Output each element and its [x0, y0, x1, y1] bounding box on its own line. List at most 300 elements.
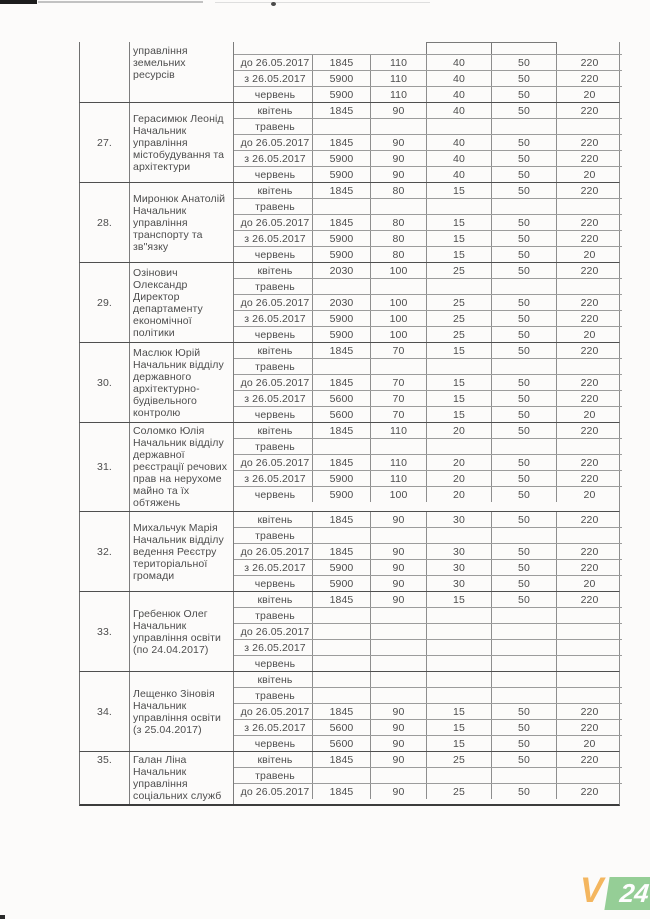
value-cell: 20 [556, 87, 622, 102]
value-cell [312, 439, 370, 454]
value-cell: 220 [556, 592, 622, 607]
value-cell: 5900 [312, 151, 370, 166]
scan-edge-line [38, 1, 203, 3]
value-cell: 100 [370, 295, 426, 310]
period-cell: з 26.05.2017 [244, 721, 306, 734]
value-cell: 90 [370, 560, 426, 575]
period-row [234, 374, 622, 390]
scan-smudge-bottom-left [0, 915, 5, 919]
value-cell: 90 [370, 592, 426, 607]
value-cell [556, 359, 622, 374]
period-row [234, 310, 622, 326]
value-cell [556, 439, 622, 454]
value-cell: 2030 [312, 295, 370, 310]
scan-dot [271, 2, 276, 6]
value-cell [312, 688, 370, 703]
period-cell: травень [255, 689, 295, 702]
row-number: 28. [80, 183, 130, 262]
stub-cell [556, 42, 622, 54]
value-cell: 220 [556, 311, 622, 326]
period-row [234, 103, 622, 118]
period-cell: до 26.05.2017 [240, 705, 310, 718]
period-cell: з 26.05.2017 [244, 232, 306, 245]
period-cell: травень [255, 529, 295, 542]
value-cell: 30 [426, 544, 491, 559]
period-cell: червень [254, 657, 296, 670]
value-cell [491, 672, 556, 687]
v24-watermark-logo [560, 871, 650, 914]
value-cell [491, 279, 556, 294]
value-cell: 110 [370, 455, 426, 470]
period-cell: з 26.05.2017 [244, 392, 306, 405]
value-cell [426, 656, 491, 671]
value-cell: 220 [556, 343, 622, 358]
value-cell: 20 [556, 736, 622, 751]
period-rows [234, 263, 622, 342]
logo-letter-v: V [580, 871, 604, 910]
value-cell: 5900 [312, 71, 370, 86]
value-cell [556, 279, 622, 294]
value-cell: 90 [370, 704, 426, 719]
period-row [234, 470, 622, 486]
value-cell: 5600 [312, 736, 370, 751]
value-cell: 70 [370, 343, 426, 358]
value-cell: 15 [426, 592, 491, 607]
value-cell: 110 [370, 55, 426, 70]
value-cell: 20 [556, 407, 622, 422]
value-cell: 5900 [312, 560, 370, 575]
value-cell [426, 279, 491, 294]
period-row [234, 512, 622, 527]
value-cell [370, 119, 426, 134]
value-cell: 5900 [312, 247, 370, 262]
value-cell [370, 439, 426, 454]
official-name-position: Галан Ліна Начальник управління соціальних служб [130, 752, 234, 804]
period-row [234, 198, 622, 214]
value-cell [426, 119, 491, 134]
value-cell [312, 608, 370, 623]
value-cell: 220 [556, 103, 622, 118]
value-cell [370, 640, 426, 655]
value-cell: 40 [426, 103, 491, 118]
value-cell: 220 [556, 375, 622, 390]
period-cell: червень [254, 328, 296, 341]
value-cell: 90 [370, 720, 426, 735]
period-rows [234, 512, 622, 591]
value-cell: 220 [556, 423, 622, 438]
value-cell: 50 [491, 752, 556, 767]
value-cell: 20 [426, 487, 491, 502]
value-cell: 90 [370, 784, 426, 799]
value-cell: 50 [491, 487, 556, 502]
value-cell [426, 768, 491, 783]
value-cell [312, 528, 370, 543]
value-cell: 15 [426, 231, 491, 246]
period-row [234, 607, 622, 623]
value-cell [556, 768, 622, 783]
value-cell: 40 [426, 151, 491, 166]
period-cell: до 26.05.2017 [240, 56, 310, 69]
value-cell [370, 656, 426, 671]
row-number: 32. [80, 512, 130, 591]
period-cell: до 26.05.2017 [240, 296, 310, 309]
period-rows [234, 423, 622, 511]
row-number: 35. [80, 752, 130, 804]
value-cell: 50 [491, 471, 556, 486]
value-cell: 15 [426, 247, 491, 262]
value-cell [370, 688, 426, 703]
period-cell: травень [255, 280, 295, 293]
person-block [79, 343, 620, 423]
value-cell: 90 [370, 103, 426, 118]
period-row [234, 559, 622, 575]
period-cell: червень [254, 737, 296, 750]
value-cell: 1845 [312, 183, 370, 198]
official-name-position: Миронюк Анатолій Начальник управління транспорту та зв"язку [130, 183, 234, 262]
value-cell: 50 [491, 784, 556, 799]
value-cell: 40 [426, 135, 491, 150]
period-rows [234, 343, 622, 422]
value-cell: 110 [370, 87, 426, 102]
value-cell [556, 672, 622, 687]
value-cell [370, 608, 426, 623]
value-cell: 50 [491, 151, 556, 166]
value-cell [370, 528, 426, 543]
value-cell: 110 [370, 71, 426, 86]
value-cell: 220 [556, 231, 622, 246]
period-cell: травень [255, 609, 295, 622]
value-cell: 40 [426, 71, 491, 86]
period-cell: червень [254, 488, 296, 501]
value-cell: 20 [556, 487, 622, 502]
value-cell [556, 688, 622, 703]
value-cell: 15 [426, 704, 491, 719]
logo-green-box [604, 877, 650, 910]
value-cell [491, 688, 556, 703]
stub-cell [312, 42, 370, 54]
period-row [234, 294, 622, 310]
value-cell [556, 119, 622, 134]
value-cell: 50 [491, 455, 556, 470]
value-cell: 2030 [312, 263, 370, 278]
period-cell: з 26.05.2017 [244, 152, 306, 165]
value-cell: 5600 [312, 720, 370, 735]
period-row [234, 623, 622, 639]
value-cell: 15 [426, 343, 491, 358]
value-cell: 220 [556, 295, 622, 310]
value-cell [491, 608, 556, 623]
stub-cell [426, 42, 491, 54]
official-name-position: Маслюк Юрій Начальник відділу державного архітектурно-будівельного контролю [130, 343, 234, 422]
value-cell: 40 [426, 167, 491, 182]
value-cell: 80 [370, 247, 426, 262]
value-cell: 220 [556, 391, 622, 406]
value-cell: 5900 [312, 167, 370, 182]
value-cell: 50 [491, 327, 556, 342]
person-block [79, 263, 620, 343]
value-cell: 90 [370, 736, 426, 751]
period-row [234, 767, 622, 783]
period-row [234, 752, 622, 767]
value-cell: 5600 [312, 407, 370, 422]
period-rows [234, 592, 622, 671]
value-cell: 1845 [312, 423, 370, 438]
period-row [234, 70, 622, 86]
period-cell: до 26.05.2017 [240, 136, 310, 149]
value-cell [426, 688, 491, 703]
value-cell: 25 [426, 311, 491, 326]
value-cell: 220 [556, 752, 622, 767]
value-cell: 1845 [312, 704, 370, 719]
value-cell: 1845 [312, 375, 370, 390]
period-cell: до 26.05.2017 [240, 625, 310, 638]
person-block [79, 512, 620, 592]
logo-number-24: 24 [617, 878, 650, 908]
value-cell: 70 [370, 391, 426, 406]
period-cell: квітень [257, 753, 293, 766]
value-cell [312, 119, 370, 134]
period-cell: до 26.05.2017 [240, 216, 310, 229]
official-name-position: Лещенко Зіновія Начальник управління освіти (з 25.04.2017) [130, 672, 234, 751]
period-cell: червень [254, 168, 296, 181]
value-cell: 50 [491, 311, 556, 326]
row-number: 29. [80, 263, 130, 342]
value-cell [370, 672, 426, 687]
value-cell: 90 [370, 151, 426, 166]
value-cell: 50 [491, 720, 556, 735]
period-row [234, 454, 622, 470]
row-number: 30. [80, 343, 130, 422]
value-cell: 50 [491, 167, 556, 182]
value-cell [312, 359, 370, 374]
value-cell: 50 [491, 704, 556, 719]
period-row [234, 343, 622, 358]
value-cell [491, 768, 556, 783]
value-cell: 30 [426, 560, 491, 575]
value-cell [491, 656, 556, 671]
row-number: 27. [80, 103, 130, 182]
value-cell: 80 [370, 215, 426, 230]
value-cell [426, 199, 491, 214]
value-cell: 1845 [312, 752, 370, 767]
value-cell [426, 672, 491, 687]
value-cell [370, 359, 426, 374]
period-row [234, 719, 622, 735]
value-cell: 50 [491, 183, 556, 198]
value-cell: 20 [556, 327, 622, 342]
value-cell: 15 [426, 736, 491, 751]
value-cell: 50 [491, 544, 556, 559]
period-row [234, 406, 622, 422]
official-name-position: Михальчук Марія Начальник відділу ведення Реєстру територіальної громади [130, 512, 234, 591]
value-cell: 1845 [312, 215, 370, 230]
value-cell: 1845 [312, 103, 370, 118]
period-row [234, 575, 622, 591]
value-cell: 25 [426, 327, 491, 342]
value-cell: 50 [491, 592, 556, 607]
value-cell: 1845 [312, 455, 370, 470]
person-block [79, 592, 620, 672]
period-row [234, 390, 622, 406]
period-cell: квітень [257, 593, 293, 606]
period-cell: червень [254, 248, 296, 261]
period-row [234, 527, 622, 543]
period-row [234, 326, 622, 342]
period-cell: з 26.05.2017 [244, 641, 306, 654]
person-block [79, 423, 620, 512]
value-cell: 5900 [312, 87, 370, 102]
period-row [234, 358, 622, 374]
value-cell: 50 [491, 375, 556, 390]
period-row [234, 423, 622, 438]
value-cell: 15 [426, 391, 491, 406]
value-cell: 220 [556, 560, 622, 575]
value-cell: 5900 [312, 471, 370, 486]
period-rows [234, 183, 622, 262]
value-cell: 1845 [312, 55, 370, 70]
value-cell: 90 [370, 167, 426, 182]
value-cell: 5900 [312, 231, 370, 246]
value-cell: 220 [556, 135, 622, 150]
value-cell: 1845 [312, 592, 370, 607]
value-cell: 5900 [312, 487, 370, 502]
value-cell: 80 [370, 183, 426, 198]
value-cell: 20 [556, 247, 622, 262]
period-cell: до 26.05.2017 [240, 456, 310, 469]
value-cell: 70 [370, 407, 426, 422]
value-cell: 50 [491, 407, 556, 422]
period-cell: червень [254, 408, 296, 421]
value-cell: 220 [556, 71, 622, 86]
value-cell [491, 624, 556, 639]
period-row [234, 278, 622, 294]
period-row [234, 703, 622, 719]
official-name-position: Герасимюк Леонід Начальник управління містобудування та архітектури [130, 103, 234, 182]
period-cell: до 26.05.2017 [240, 545, 310, 558]
period-cell: квітень [257, 513, 293, 526]
period-cell: квітень [257, 424, 293, 437]
value-cell [426, 608, 491, 623]
period-rows [234, 103, 622, 182]
person-block [79, 752, 620, 806]
value-cell [312, 672, 370, 687]
value-cell: 20 [556, 576, 622, 591]
value-cell: 220 [556, 512, 622, 527]
row-number: 34. [80, 672, 130, 751]
value-cell: 50 [491, 231, 556, 246]
value-cell: 220 [556, 151, 622, 166]
value-cell [426, 528, 491, 543]
period-row [234, 687, 622, 703]
value-cell: 25 [426, 752, 491, 767]
value-cell: 5600 [312, 391, 370, 406]
value-cell: 220 [556, 704, 622, 719]
period-cell: з 26.05.2017 [244, 72, 306, 85]
value-cell [491, 199, 556, 214]
row-number: 33. [80, 592, 130, 671]
value-cell [426, 640, 491, 655]
period-cell: червень [254, 88, 296, 101]
period-cell: травень [255, 120, 295, 133]
value-cell: 220 [556, 183, 622, 198]
period-row [234, 263, 622, 278]
document-table [79, 42, 620, 806]
period-row [234, 134, 622, 150]
value-cell [556, 656, 622, 671]
value-cell: 30 [426, 576, 491, 591]
value-cell [556, 608, 622, 623]
value-cell: 220 [556, 215, 622, 230]
period-row [234, 150, 622, 166]
value-cell: 1845 [312, 544, 370, 559]
value-cell: 50 [491, 87, 556, 102]
period-row [234, 592, 622, 607]
value-cell: 50 [491, 423, 556, 438]
value-cell: 100 [370, 311, 426, 326]
stub-cell [370, 42, 426, 54]
scan-edge-line-faint [215, 2, 430, 3]
value-cell [370, 279, 426, 294]
value-cell: 25 [426, 784, 491, 799]
value-cell: 70 [370, 375, 426, 390]
person-block [79, 183, 620, 263]
period-row [234, 246, 622, 262]
period-row [234, 183, 622, 198]
value-cell: 100 [370, 263, 426, 278]
stub-cell [234, 42, 312, 54]
value-cell [491, 119, 556, 134]
value-cell: 50 [491, 736, 556, 751]
value-cell: 50 [491, 135, 556, 150]
official-name-position: управління земельних ресурсів [130, 42, 234, 102]
value-cell: 1845 [312, 343, 370, 358]
value-cell: 100 [370, 327, 426, 342]
value-cell: 50 [491, 215, 556, 230]
value-cell: 1845 [312, 784, 370, 799]
period-cell: травень [255, 360, 295, 373]
value-cell: 110 [370, 471, 426, 486]
value-cell: 25 [426, 295, 491, 310]
period-cell: з 26.05.2017 [244, 312, 306, 325]
value-cell [491, 640, 556, 655]
period-row [234, 783, 622, 799]
value-cell: 50 [491, 560, 556, 575]
period-cell: з 26.05.2017 [244, 472, 306, 485]
value-cell: 25 [426, 263, 491, 278]
stub-cell [491, 42, 556, 54]
value-cell: 220 [556, 471, 622, 486]
value-cell: 90 [370, 512, 426, 527]
value-cell [491, 439, 556, 454]
value-cell [312, 656, 370, 671]
value-cell: 220 [556, 455, 622, 470]
value-cell [312, 279, 370, 294]
value-cell [370, 768, 426, 783]
value-cell: 15 [426, 720, 491, 735]
value-cell: 220 [556, 544, 622, 559]
value-cell: 100 [370, 487, 426, 502]
value-cell: 220 [556, 720, 622, 735]
value-cell: 20 [556, 167, 622, 182]
period-cell: до 26.05.2017 [240, 785, 310, 798]
value-cell: 50 [491, 343, 556, 358]
cutoff-stub-row [234, 42, 622, 54]
period-rows [234, 672, 622, 751]
value-cell: 1845 [312, 512, 370, 527]
value-cell [556, 640, 622, 655]
value-cell [426, 359, 491, 374]
period-rows [234, 752, 622, 804]
